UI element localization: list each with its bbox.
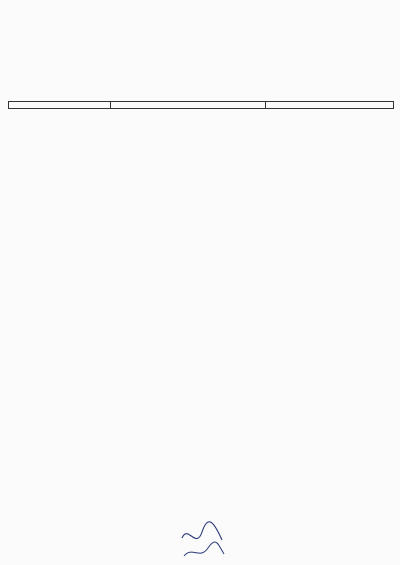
analysis-table bbox=[8, 101, 394, 109]
header-results bbox=[266, 102, 394, 109]
signature-mark-1 bbox=[178, 520, 228, 562]
document-footer bbox=[8, 0, 393, 18]
table-header-row bbox=[9, 102, 394, 109]
header-test bbox=[9, 102, 111, 109]
header-requirements bbox=[111, 102, 266, 109]
